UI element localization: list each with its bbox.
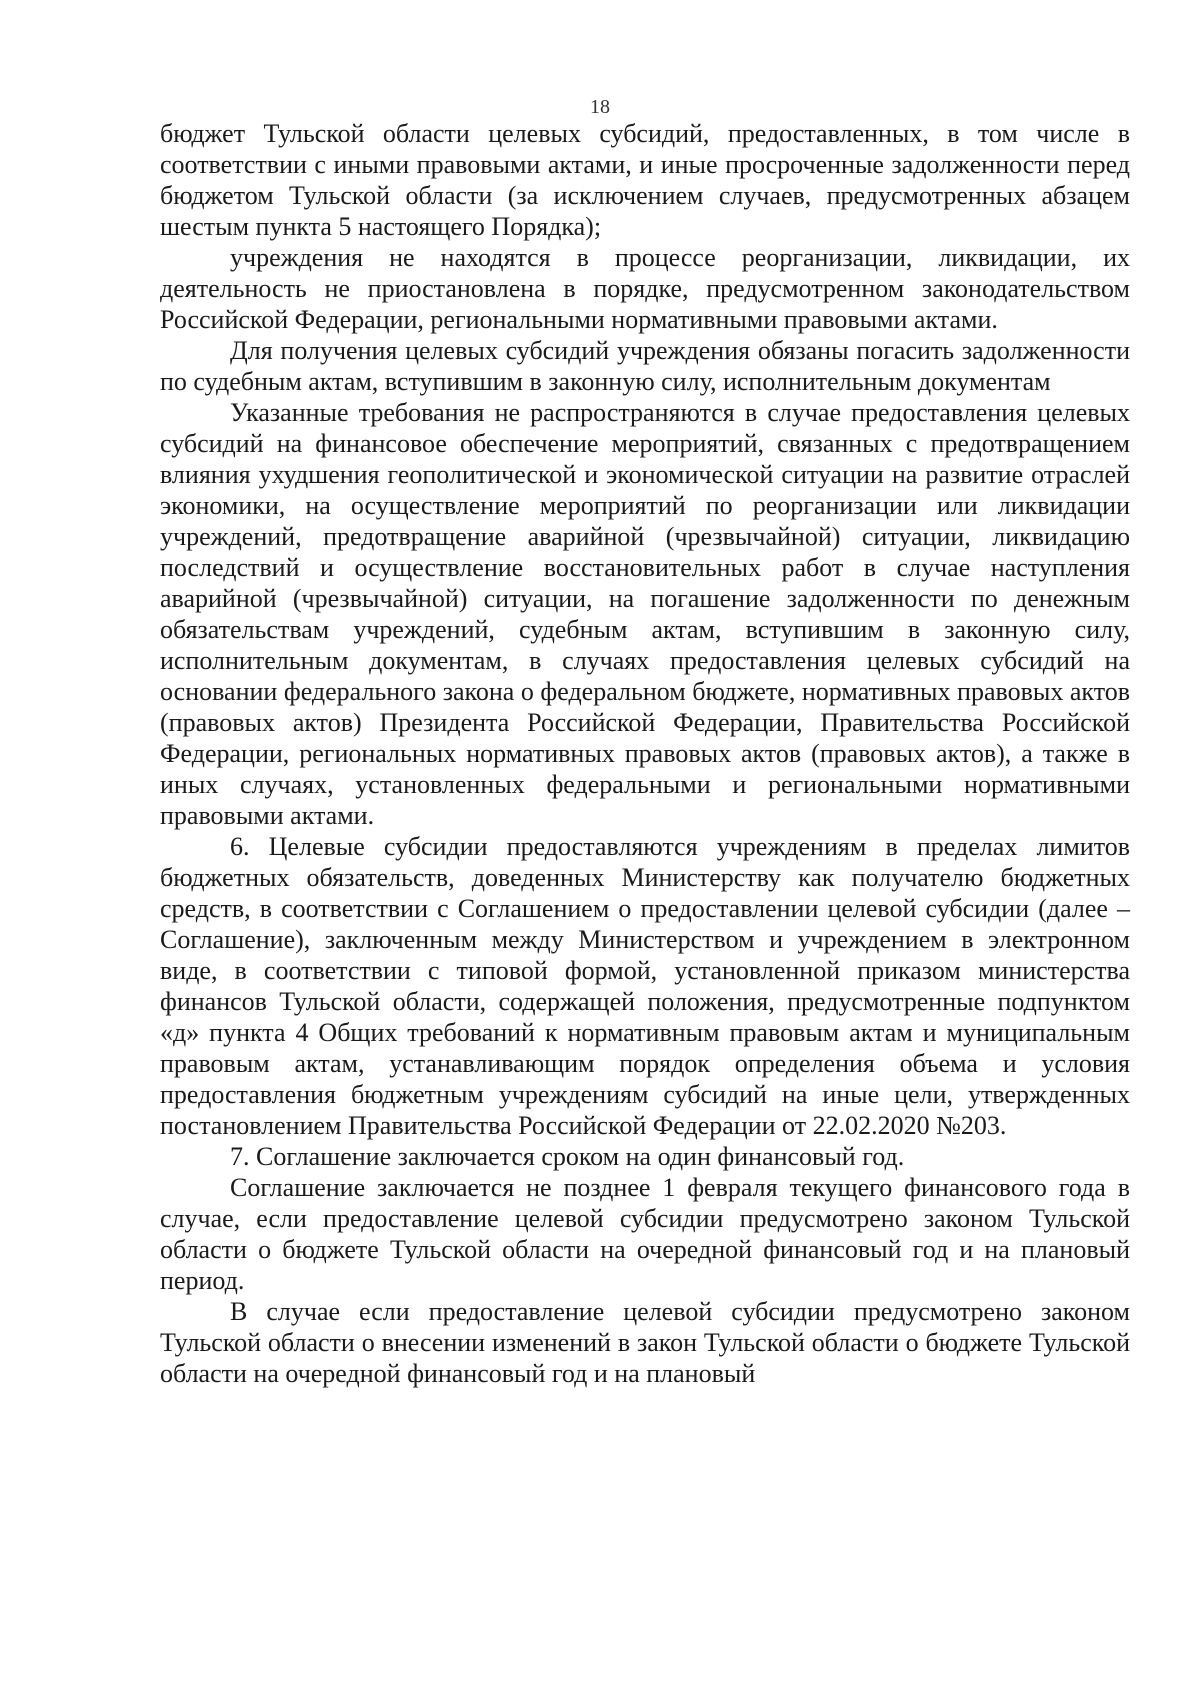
document-body (160, 118, 1130, 1389)
paragraph-8: В случае если предоставление целевой субсидии предусмотрено законом Тульской области о внесении изменений в закон Тульской области о бюджете Тульской области на очередной финансовый год и на плановый (160, 1297, 1130, 1388)
paragraph-5: 6. Целевые субсидии предоставляются учреждениям в пределах лимитов бюджетных обязательств, доведенных Министерству как получателю бюджетных средств, в соответствии с Соглашением о предоставлении целевой субсидии (далее – Соглашение), заключенным между Министерством и учреждением в электронном виде, в соответствии с типовой формой, установленной приказом министерства финансов Тульской области, содержащей положения, предусмотренные подпунктом «д» пункта 4 Общих требований к нормативным правовым актам и муниципальным правовым актам, устанавливающим порядок определения объема и условия предоставления бюджетным учреждениям субсидий на иные цели, утвержденных постановлением Правительства Российской Федерации от 22.02.2020 №203. (160, 832, 1130, 1140)
paragraph-2: учреждения не находятся в процессе реорганизации, ликвидации, их деятельность не приостановлена в порядке, предусмотренном законодательством Российской Федерации, региональными нормативными правовыми актами. (160, 243, 1130, 334)
page-number: 18 (590, 96, 610, 118)
paragraph-6: 7. Соглашение заключается сроком на один финансовый год. (230, 1142, 905, 1171)
paragraph-3: Для получения целевых субсидий учреждения обязаны погасить задолженности по судебным актам, вступившим в законную силу, исполнительным документам (160, 336, 1130, 396)
paragraph-4: Указанные требования не распространяются в случае предоставления целевых субсидий на финансовое обеспечение мероприятий, связанных с предотвращением влияния ухудшения геополитической и экономической ситуации на развитие отраслей экономики, на осуществление мероприятий по реорганизации или ликвидации учреждений, предотвращение аварийной (чрезвычайной) ситуации, ликвидацию последствий и осуществление восстановительных работ в случае наступления аварийной (чрезвычайной) ситуации, на погашение задолженности по денежным обязательствам учреждений, судебным актам, вступившим в законную силу, исполнительным документам, в случаях предоставления целевых субсидий на основании федерального закона о федеральном бюджете, нормативных правовых актов (правовых актов) Президента Российской Федерации, Правительства Российской Федерации, региональных нормативных правовых актов (правовых актов), а также в иных случаях, установленных федеральными и региональными нормативными правовыми актами. (160, 398, 1130, 830)
paragraph-1: бюджет Тульской области целевых субсидий, предоставленных, в том числе в соответствии с иными правовыми актами, и иные просроченные задолженности перед бюджетом Тульской области (за исключением случаев, предусмотренных абзацем шестым пункта 5 настоящего Порядка); (160, 119, 1130, 241)
paragraph-7: Соглашение заключается не позднее 1 февраля текущего финансового года в случае, если предоставление целевой субсидии предусмотрено законом Тульской области о бюджете Тульской области на очередной финансовый год и на плановый период. (160, 1173, 1130, 1295)
